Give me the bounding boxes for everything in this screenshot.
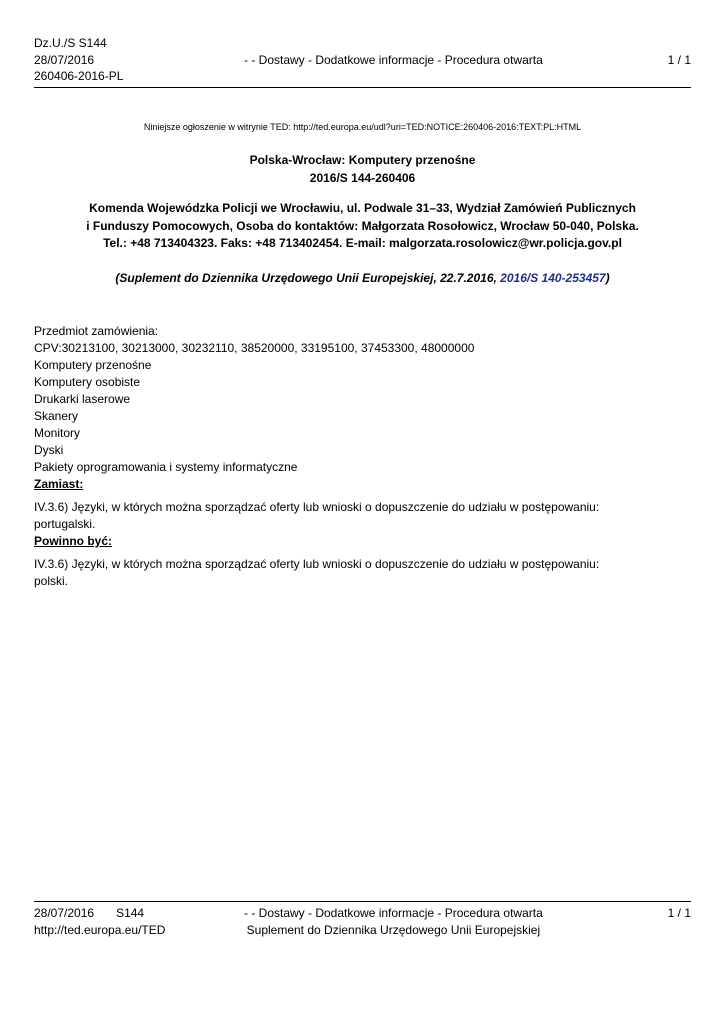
supplement-reference [0, 271, 725, 285]
header-doc-id: 260406-2016-PL [34, 69, 124, 83]
instead-text-line1: IV.3.6) Języki, w których można sporządzać oferty lub wnioski o dopuszczenie do udziału w postępowaniu: [34, 500, 600, 514]
supplement-suffix: ) [605, 271, 610, 285]
ted-notice-link[interactable]: Niniejsze ogłoszenie w witrynie TED: http://ted.europa.eu/udl?uri=TED:NOTICE:260406-2016:TEXT:PL:HTML [143, 122, 582, 132]
should-be-text-line1: IV.3.6) Języki, w których można sporządzać oferty lub wnioski o dopuszczenie do udziału w postępowaniu: [34, 557, 600, 571]
list-item: Komputery przenośne [34, 358, 152, 372]
authority-line1: Komenda Wojewódzka Policji we Wrocławiu, ul. Podwale 31–33, Wydział Zamówień Publicznych [89, 201, 636, 215]
header-meta [34, 35, 123, 85]
cpv-codes: CPV:30213100, 30213000, 30232110, 38520000, 33195100, 37453300, 48000000 [34, 341, 475, 355]
page-header [34, 35, 691, 88]
header-issue: Dz.U./S S144 [34, 36, 107, 50]
footer-meta [34, 905, 165, 939]
cpv-item-list [34, 357, 674, 476]
notice-title-line1: Polska-Wrocław: Komputery przenośne [249, 153, 476, 167]
footer-date: 28/07/2016 [34, 906, 95, 920]
instead-text [34, 499, 674, 533]
supplement-prefix: (Suplement do Dziennika Urzędowego Unii Europejskiej, 22.7.2016, [115, 271, 501, 285]
header-date: 28/07/2016 [34, 52, 95, 67]
list-item: Drukarki laserowe [34, 392, 131, 406]
header-title: - - Dostawy - Dodatkowe informacje - Procedura otwarta [244, 53, 543, 67]
list-item: Pakiety oprogramowania i systemy informatyczne [34, 460, 298, 474]
notice-title-line2: 2016/S 144-260406 [309, 171, 416, 185]
subject-label: Przedmiot zamówienia: [34, 324, 159, 338]
instead-text-line2: portugalski. [34, 517, 96, 531]
header-page-number: 1 / 1 [667, 53, 691, 67]
footer-issue: S144 [116, 906, 145, 920]
authority-line2: i Funduszy Pomocowych, Osoba do kontaktów: Małgorzata Rosołowicz, Wrocław 50-040, Polska. [86, 218, 639, 233]
list-item: Monitory [34, 426, 81, 440]
supplement-ref-link[interactable]: 2016/S 140-253457 [500, 271, 606, 285]
list-item: Skanery [34, 409, 79, 423]
list-item: Komputery osobiste [34, 375, 141, 389]
footer-titles [244, 905, 543, 939]
instead-label: Zamiast: [34, 477, 84, 491]
should-be-text-line2: polski. [34, 574, 69, 588]
footer-url[interactable]: http://ted.europa.eu/TED [34, 923, 166, 937]
footer-subtitle: Suplement do Dziennika Urzędowego Unii Europejskiej [246, 923, 541, 937]
list-item: Dyski [34, 443, 64, 457]
should-be-text [34, 556, 674, 590]
should-be-label: Powinno być: [34, 534, 112, 548]
footer-page-number: 1 / 1 [667, 906, 691, 920]
page-footer [34, 901, 691, 942]
notice-body [34, 323, 674, 590]
contracting-authority [0, 200, 725, 253]
authority-line3: Tel.: +48 713404323. Faks: +48 713402454. E-mail: malgorzata.rosolowicz@wr.policja.gov.pl [103, 236, 622, 250]
footer-title: - - Dostawy - Dodatkowe informacje - Procedura otwarta [244, 906, 543, 920]
notice-title [0, 151, 725, 187]
